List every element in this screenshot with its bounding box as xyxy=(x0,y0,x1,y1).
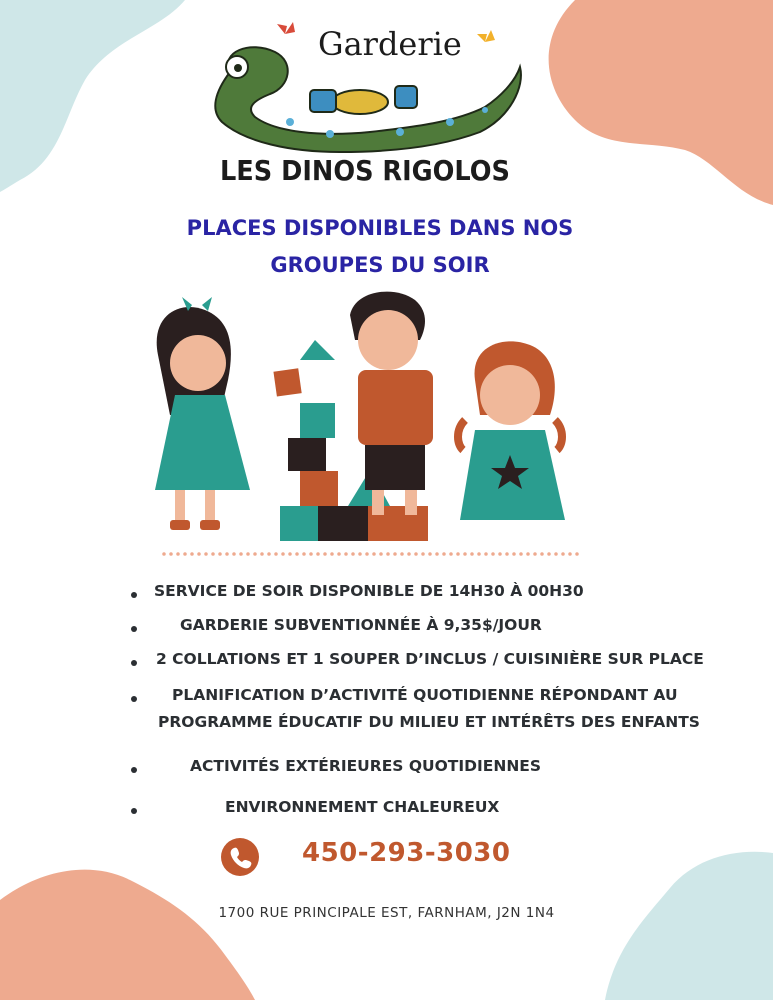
blob-top-right xyxy=(535,0,773,210)
list-item-text: PLANIFICATION D’ACTIVITÉ QUOTIDIENNE RÉPONDANT AU xyxy=(172,686,678,704)
logo-top-word: Garderie xyxy=(318,25,462,63)
list-item-text: PROGRAMME ÉDUCATIF DU MILIEU ET INTÉRÊTS DES ENFANTS xyxy=(158,713,700,731)
dotted-divider xyxy=(162,551,582,557)
list-item-text: GARDERIE SUBVENTIONNÉE À 9,35$/JOUR xyxy=(180,616,542,634)
address: 1700 RUE PRINCIPALE EST, FARNHAM, J2N 1N4 xyxy=(218,905,555,921)
children-playing-illustration xyxy=(140,285,580,545)
bullet-dot xyxy=(131,626,137,632)
girl-right xyxy=(458,341,565,520)
headline-line-2: GROUPES DU SOIR xyxy=(270,253,490,277)
phone-icon xyxy=(221,838,259,876)
logo-bottom-words: LES DINOS RIGOLOS xyxy=(220,154,510,187)
bullet-dot xyxy=(131,696,137,702)
phone-number[interactable]: 450-293-3030 xyxy=(302,838,511,868)
list-item-text: ACTIVITÉS EXTÉRIEURES QUOTIDIENNES xyxy=(190,757,542,775)
bullet-dot xyxy=(131,660,137,666)
list-item-text: ENVIRONNEMENT CHALEUREUX xyxy=(225,798,500,816)
list-item-text: 2 COLLATIONS ET 1 SOUPER D’INCLUS / CUISINIÈRE SUR PLACE xyxy=(156,650,704,668)
list-item-text: SERVICE DE SOIR DISPONIBLE DE 14H30 À 00H30 xyxy=(154,582,584,600)
bullet-dot xyxy=(131,767,137,773)
bullet-dot xyxy=(131,592,137,598)
blob-bottom-left xyxy=(0,860,260,1000)
blob-top-left xyxy=(0,0,190,195)
headline-line-1: PLACES DISPONIBLES DANS NOS xyxy=(186,216,574,240)
butterfly-icon xyxy=(277,22,295,34)
blob-bottom-right xyxy=(585,848,773,1000)
logo xyxy=(200,12,530,202)
girl-left xyxy=(155,297,250,530)
bullet-dot xyxy=(131,808,137,814)
boy-middle xyxy=(350,292,433,515)
butterfly-icon xyxy=(477,30,495,42)
